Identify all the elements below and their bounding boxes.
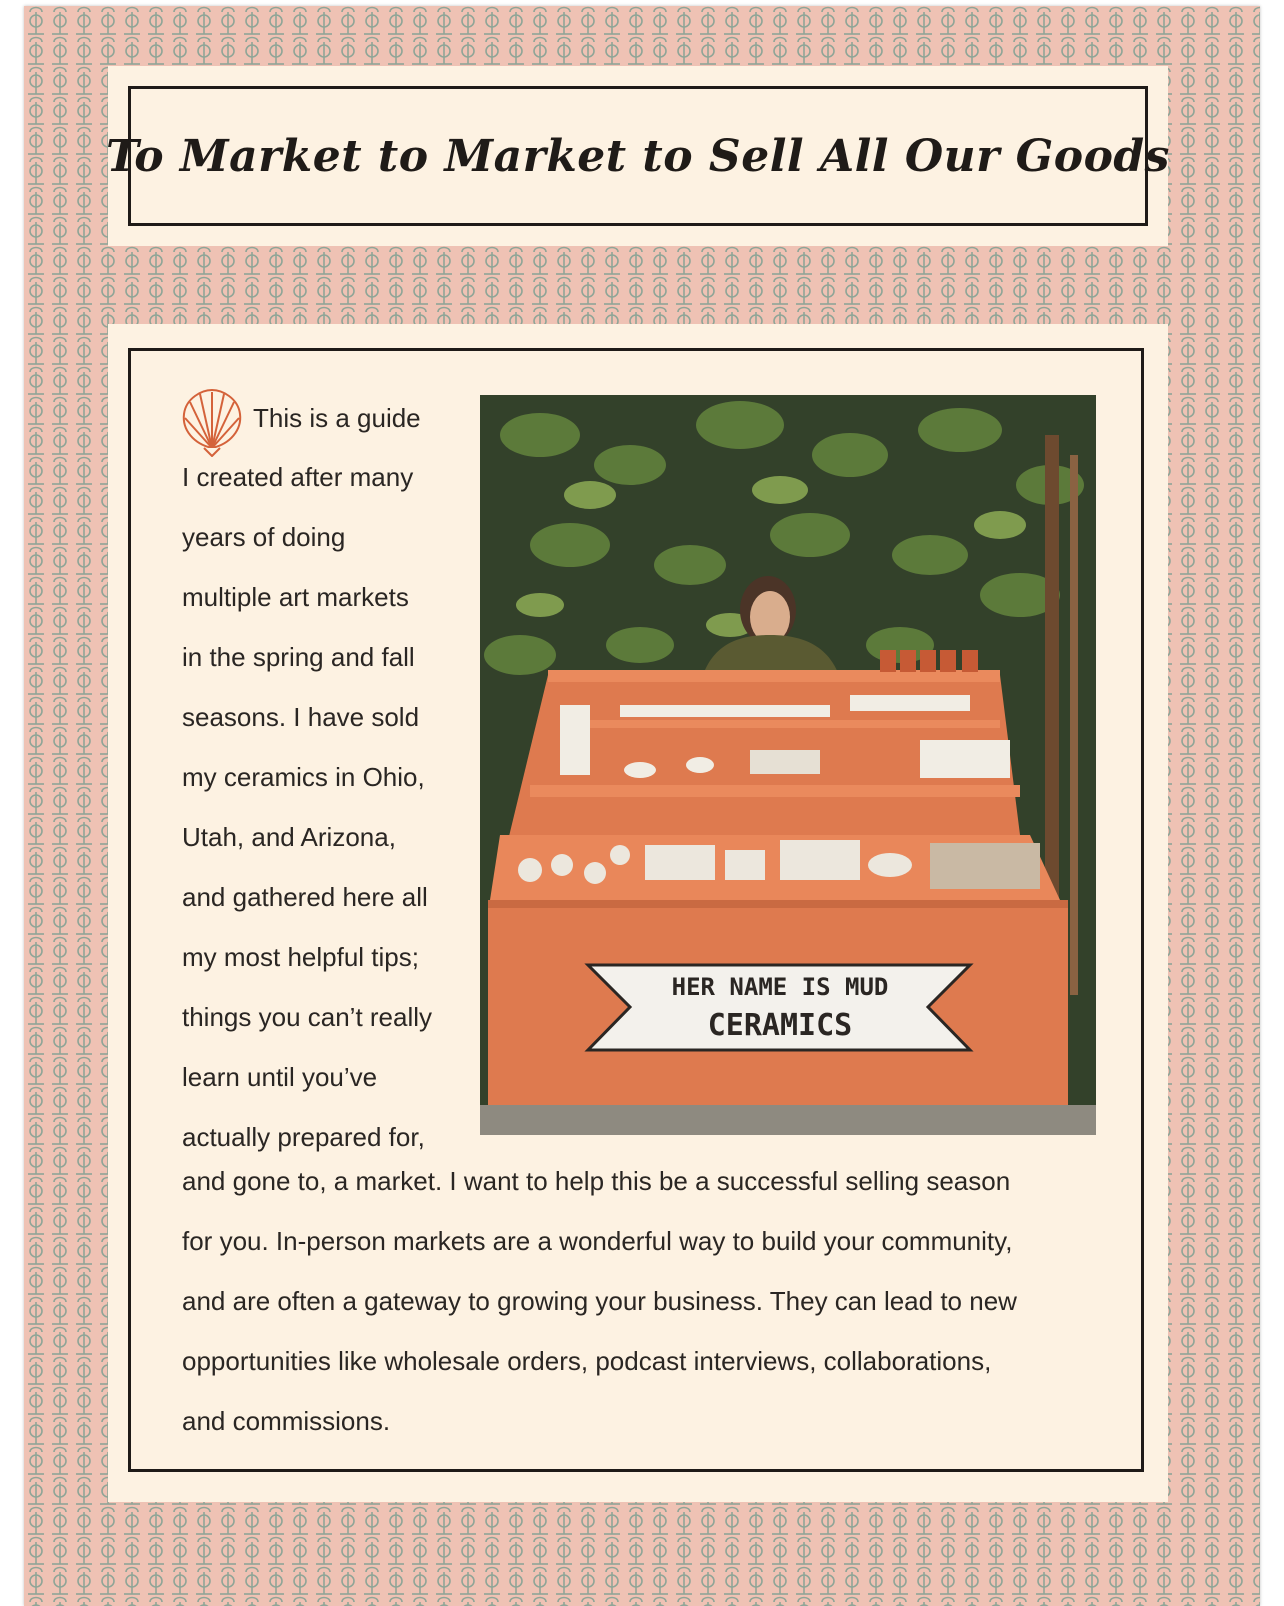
text-line: learn until you’ve xyxy=(182,1062,378,1092)
page-title: To Market to Market to Sell All Our Goods xyxy=(106,130,1170,182)
text-line: and commissions. xyxy=(182,1406,391,1436)
content-panel xyxy=(108,324,1168,1502)
title-panel xyxy=(108,66,1168,246)
text-line: my ceramics in Ohio, xyxy=(182,762,425,792)
banner-line-1: HER NAME IS MUD xyxy=(671,973,889,1001)
text-line: opportunities like wholesale orders, podcast interviews, collaborations, xyxy=(182,1346,992,1376)
text-line: things you can’t really xyxy=(182,1002,433,1032)
text-line: and gathered here all xyxy=(182,882,428,912)
text-line: actually prepared for, xyxy=(182,1122,425,1152)
seashell-icon xyxy=(176,386,248,458)
intro-wide-column xyxy=(182,1166,1112,1466)
text-line: my most helpful tips; xyxy=(182,942,419,972)
content-frame xyxy=(128,348,1144,1472)
market-stand-photo xyxy=(480,395,1096,1135)
title-frame xyxy=(106,86,1170,226)
text-line: seasons. I have sold xyxy=(182,702,420,732)
text-line: I created after many xyxy=(182,462,414,492)
text-line: for you. In-person markets are a wonderful way to build your community, xyxy=(182,1226,1013,1256)
intro-narrow-column xyxy=(182,462,482,1182)
text-line: years of doing xyxy=(182,522,346,552)
text-line: multiple art markets xyxy=(182,582,409,612)
banner-line-2: CERAMICS xyxy=(707,1008,853,1043)
intro-first-line: This is a guide xyxy=(253,403,421,433)
text-line: and gone to, a market. I want to help this be a successful selling season xyxy=(182,1166,1011,1196)
text-line: in the spring and fall xyxy=(182,642,415,672)
text-line: Utah, and Arizona, xyxy=(182,822,396,852)
text-line: and are often a gateway to growing your business. They can lead to new xyxy=(182,1286,1017,1316)
page xyxy=(24,6,1260,1606)
